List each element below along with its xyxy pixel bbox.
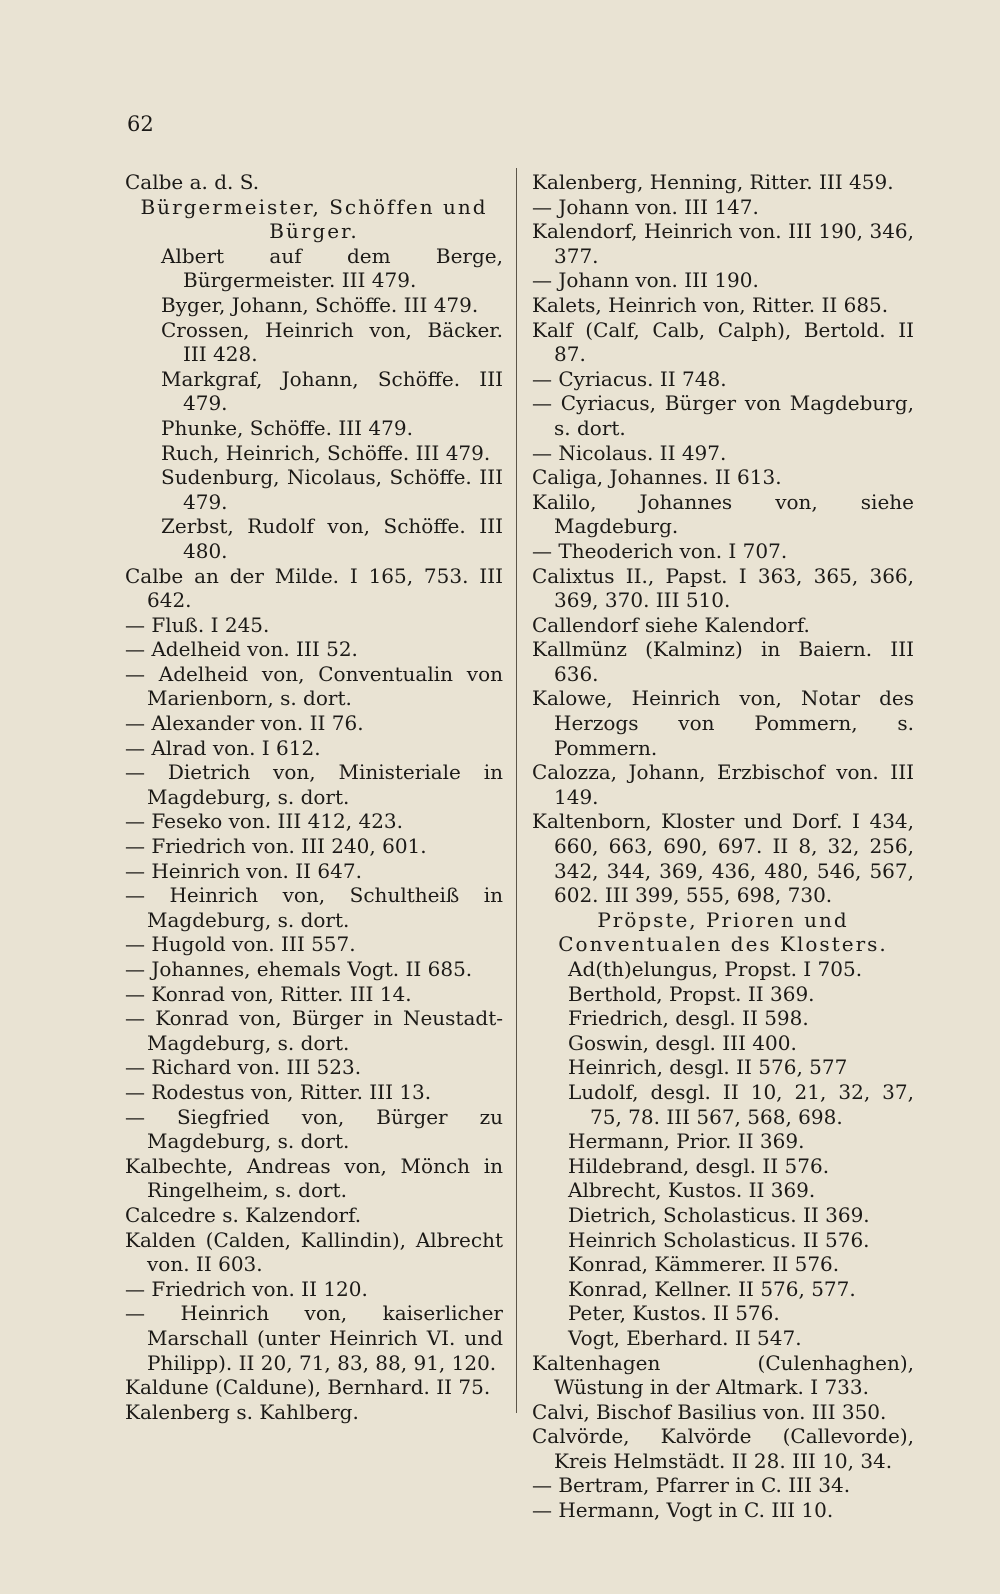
index-entry: Kalf (Calf, Calb, Calph), Bertold. II 87. [532,317,914,367]
index-subentry: Heinrich Scholasticus. II 576. [568,1227,870,1252]
index-entry: Caliga, Johannes. II 613. [532,465,782,490]
index-entry: — Johann von. III 190. [532,268,759,293]
index-subentry: Ruch, Heinrich, Schöffe. III 479. [161,440,491,465]
index-entry: — Fluß. I 245. [125,612,270,637]
index-entry: — Dietrich von, Ministeriale in Magdeburg, s. dort. [125,760,503,809]
index-entry: Kalowe, Heinrich von, Notar des Herzogs von Pommern, s. Pommern. [532,686,914,760]
index-entry: — Theoderich von. I 707. [532,538,788,563]
column-divider [516,168,517,1413]
index-entry: — Friedrich von. III 240, 601. [125,834,427,859]
index-entry: — Siegfried von, Bürger zu Magdeburg, s. dort. [125,1104,503,1154]
index-entry: Kalendorf, Heinrich von. III 190, 346, 377. [532,219,914,268]
index-entry: Kalenberg s. Kahlberg. [125,1399,359,1424]
index-entry: — Hermann, Vogt in C. III 10. [532,1498,834,1523]
left-column [125,170,503,1424]
index-entry: Kaltenhagen (Culenhaghen), Wüstung in der Altmark. I 733. [532,1350,914,1400]
index-entry: — Adelheid von, Conventualin von Marienborn, s. dort. [125,661,503,711]
index-subentry: Phunke, Schöffe. III 479. [161,415,413,440]
index-entry: — Feseko von. III 412, 423. [125,809,404,834]
index-subentry: Goswin, desgl. III 400. [568,1030,797,1055]
index-entry: — Konrad von, Bürger in Neustadt-Magdeburg, s. dort. [125,1006,503,1055]
index-entry: — Nicolaus. II 497. [532,440,727,465]
section-heading: Bürgermeister, Schöffen und Bürger. [140,194,488,244]
index-entry: — Adelheid von. III 52. [125,637,358,662]
index-entry: Calixtus II., Papst. I 363, 365, 366, 369, 370. III 510. [532,563,914,613]
index-entry: — Alexander von. II 76. [125,711,364,736]
index-entry: — Cyriacus, Bürger von Magdeburg, s. dort. [532,391,914,440]
index-entry: Calbe a. d. S. [125,170,260,194]
index-entry: — Johannes, ehemals Vogt. II 685. [125,957,473,981]
index-subentry: Vogt, Eberhard. II 547. [568,1325,802,1350]
index-subentry: Dietrich, Scholasticus. II 369. [568,1202,870,1227]
index-entry: — Johann von. III 147. [532,194,759,219]
section-heading: Pröpste, Prioren und Conventualen des Klosters. [558,907,888,957]
index-subentry: Zerbst, Rudolf von, Schöffe. III 480. [161,514,503,563]
index-entry: Calozza, Johann, Erzbischof von. III 149. [532,760,914,809]
index-subentry: Berthold, Propst. II 369. [568,981,815,1006]
index-entry: Kaltenborn, Kloster und Dorf. I 434, 660, 663, 690, 697. II 8, 32, 256, 342, 344, 369, 436, 480, 546, 567, 602. III 399, 555, 698, 730. [532,809,914,908]
page-number: 62 [127,112,154,136]
index-entry: — Cyriacus. II 748. [532,366,727,391]
index-subentry: Heinrich, desgl. II 576, 577 [568,1055,848,1080]
index-entry: Kaldune (Caldune), Bernhard. II 75. [125,1375,491,1400]
index-entry: Calvörde, Kalvörde (Callevorde), Kreis Helmstädt. II 28. III 10, 34. [532,1424,914,1473]
index-subentry: Konrad, Kämmerer. II 576. [568,1252,840,1277]
index-subentry: Konrad, Kellner. II 576, 577. [568,1276,856,1301]
index-entry: Kalenberg, Henning, Ritter. III 459. [532,170,894,194]
right-column [532,170,914,1523]
index-subentry: Peter, Kustos. II 576. [568,1301,780,1326]
index-subentry: Byger, Johann, Schöffe. III 479. [161,292,479,317]
index-entry: — Alrad von. I 612. [125,735,321,760]
index-subentry: Albert auf dem Berge, Bürgermeister. III 479. [161,243,503,293]
index-subentry: Crossen, Heinrich von, Bäcker. III 428. [161,317,503,367]
index-entry: — Hugold von. III 557. [125,932,356,957]
index-entry: — Bertram, Pfarrer in C. III 34. [532,1473,851,1498]
index-entry: — Heinrich von, kaiserlicher Marschall (unter Heinrich VI. und Philipp). II 20, 71, 83, 88, 91, 120. [125,1301,503,1375]
index-subentry: Markgraf, Johann, Schöffe. III 479. [161,366,503,416]
index-entry: Calvi, Bischof Basilius von. III 350. [532,1399,887,1424]
index-entry: Kalden (Calden, Kallindin), Albrecht von. II 603. [125,1227,503,1277]
index-subentry: Sudenburg, Nicolaus, Schöffe. III 479. [161,465,503,514]
index-subentry: Friedrich, desgl. II 598. [568,1006,809,1031]
index-entry: Calcedre s. Kalzendorf. [125,1202,362,1227]
index-entry: Kalets, Heinrich von, Ritter. II 685. [532,292,889,317]
index-subentry: Hermann, Prior. II 369. [568,1129,805,1154]
index-entry: — Heinrich von, Schultheiß in Magdeburg, s. dort. [125,883,503,932]
index-entry: — Friedrich von. II 120. [125,1276,368,1301]
index-entry: Callendorf siehe Kalendorf. [532,612,810,637]
index-entry: — Heinrich von. II 647. [125,858,362,883]
index-entry: Kalilo, Johannes von, siehe Magdeburg. [532,489,914,539]
index-entry: — Richard von. III 523. [125,1055,362,1080]
index-entry: Kalbechte, Andreas von, Mönch in Ringelheim, s. dort. [125,1153,503,1203]
index-entry: — Konrad von, Ritter. III 14. [125,981,412,1006]
index-entry: Kallmünz (Kalminz) in Baiern. III 636. [532,637,914,686]
index-entry: — Rodestus von, Ritter. III 13. [125,1079,432,1104]
index-subentry: Hildebrand, desgl. II 576. [568,1153,830,1178]
index-subentry: Ad(th)elungus, Propst. I 705. [568,957,863,981]
index-subentry: Ludolf, desgl. II 10, 21, 32, 37, 75, 78. III 567, 568, 698. [568,1079,914,1129]
index-entry: Calbe an der Milde. I 165, 753. III 642. [125,563,503,613]
index-subentry: Albrecht, Kustos. II 369. [568,1178,816,1203]
